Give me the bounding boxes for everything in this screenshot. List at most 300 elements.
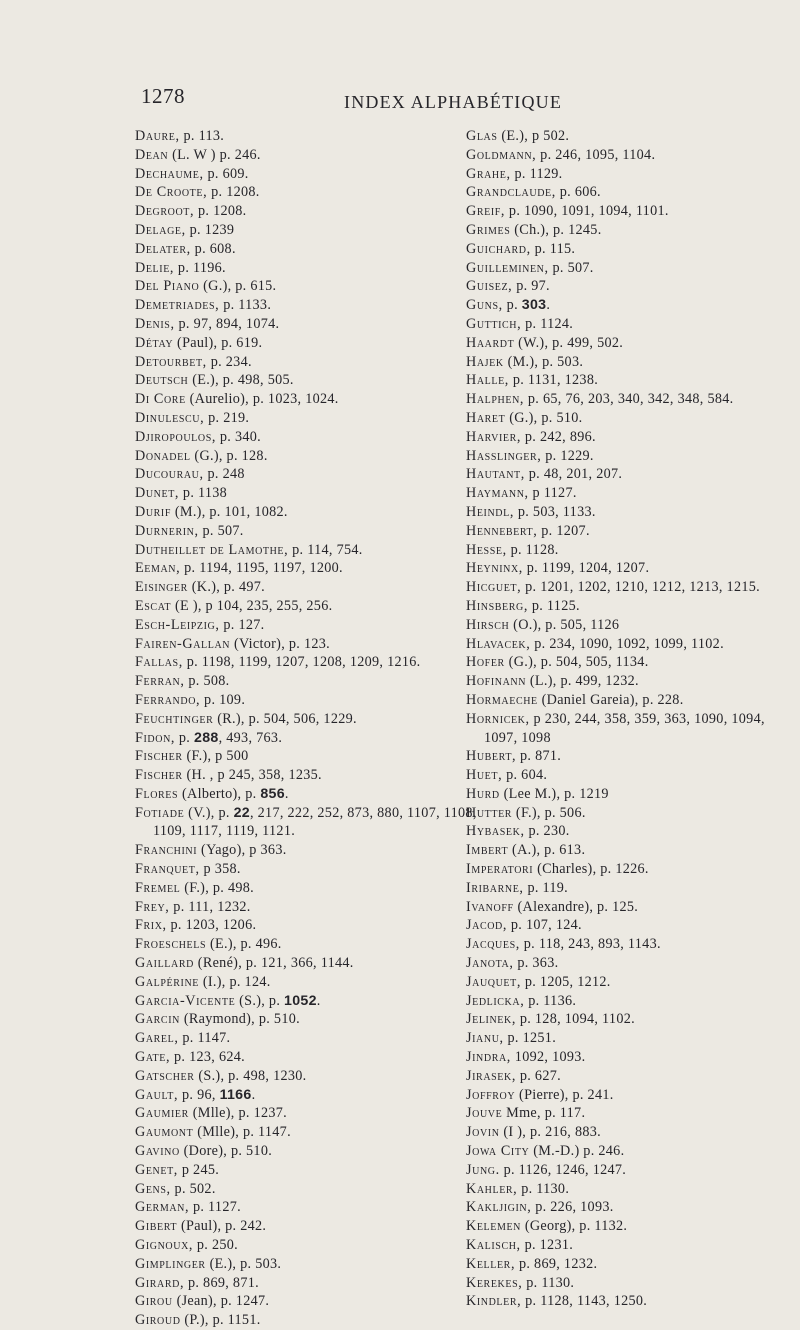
page-refs: p. 1138 — [182, 485, 228, 502]
entry-references — [508, 354, 584, 370]
index-entry — [135, 653, 485, 672]
entry-references — [187, 748, 249, 764]
page-refs: p. 1090, 1091, 1094, 1101. — [508, 203, 669, 220]
page-refs: (Victor), p. 123. — [233, 635, 331, 652]
entry-references — [545, 448, 594, 464]
entry-name: Demetriades, — [135, 297, 220, 314]
page-refs: p. 118, 243, 893, 1143. — [523, 936, 661, 953]
page-refs: (Paul), p. 619. — [177, 334, 263, 351]
entry-references — [194, 448, 267, 464]
index-entry — [466, 616, 796, 635]
index-entry — [135, 165, 485, 184]
entry-references — [507, 297, 551, 313]
entry-name: Giroud — [135, 1312, 181, 1329]
index-entry — [466, 653, 796, 672]
index-entry — [466, 916, 796, 935]
entry-references — [211, 354, 252, 370]
page-refs: p. 1205, 1212. — [524, 973, 611, 990]
entry-references — [171, 917, 257, 933]
index-entry — [135, 447, 485, 466]
page-refs: p 358. — [203, 861, 241, 878]
index-entry — [135, 259, 485, 278]
entry-name: Denis, — [135, 315, 175, 332]
page-refs: (I.), p. 124. — [202, 973, 271, 990]
page-refs: p. 109. — [204, 691, 246, 708]
page-refs: Mme, p. 117. — [506, 1105, 586, 1122]
entry-name: Hormaeche — [466, 691, 538, 708]
entry-name: Kakljigin, — [466, 1199, 532, 1216]
entry-references — [208, 410, 249, 426]
index-entry — [135, 766, 485, 785]
entry-name: Hennebert, — [466, 522, 538, 539]
index-entry — [135, 559, 485, 578]
entry-references — [179, 730, 282, 746]
page-refs: (G.), p. 615. — [203, 278, 277, 295]
index-entry — [466, 465, 796, 484]
index-entry — [466, 240, 796, 259]
index-entry — [466, 221, 796, 240]
entry-name: Djiropoulos, — [135, 428, 217, 445]
entry-references — [187, 654, 421, 670]
entry-name: Franchini — [135, 842, 198, 859]
page-refs: (Mlle), p. 1237. — [192, 1105, 287, 1122]
page-refs: (E.), p. 496. — [209, 936, 282, 953]
entry-name: Esch-Leipzig, — [135, 616, 220, 633]
entry-name: Girard, — [135, 1274, 185, 1291]
entry-name: Fotiade — [135, 804, 185, 821]
entry-references — [524, 936, 661, 952]
entry-references — [203, 861, 240, 877]
entry-references — [525, 316, 573, 332]
entry-references — [182, 1162, 219, 1178]
index-entry — [466, 390, 796, 409]
entry-name: Grandclaude, — [466, 184, 556, 201]
page-refs: (G.), p. 128. — [194, 447, 268, 464]
page-refs: p. 1147. — [182, 1030, 231, 1047]
entry-references — [198, 203, 247, 219]
page-refs: (Alberto), p. — [182, 785, 261, 802]
entry-references — [201, 842, 287, 858]
entry-name: Froeschels — [135, 936, 207, 953]
index-entry — [135, 296, 485, 315]
page-refs: p. 96, — [182, 1086, 220, 1103]
index-entry — [466, 879, 796, 898]
entry-references — [188, 1275, 259, 1291]
entry-references — [513, 372, 598, 388]
entry-references — [178, 260, 226, 276]
index-entry — [135, 635, 485, 654]
index-entry — [135, 616, 485, 635]
bold-page-ref: 1166 — [219, 1086, 252, 1103]
entry-references — [528, 391, 734, 407]
index-entry — [135, 1274, 485, 1293]
entry-name: Durif — [135, 503, 172, 520]
index-entry — [135, 390, 485, 409]
entry-references — [518, 335, 623, 351]
page-refs: p. 48, 201, 207. — [528, 466, 623, 483]
index-entry — [466, 1217, 796, 1236]
index-entry — [466, 785, 796, 804]
entry-name: Détay — [135, 334, 174, 351]
entry-name: Deutsch — [135, 372, 189, 389]
index-entry — [466, 1123, 796, 1142]
page-refs: p. 1125. — [531, 597, 580, 614]
entry-references — [217, 711, 357, 727]
entry-name: Frix, — [135, 917, 167, 934]
index-entry — [135, 747, 485, 766]
entry-references — [534, 636, 724, 652]
entry-references — [533, 1143, 624, 1159]
entry-name: Galpérine — [135, 973, 199, 990]
index-entry — [135, 315, 485, 334]
page-refs: (V.), p. — [188, 804, 234, 821]
entry-name: Imperatori — [466, 861, 534, 878]
entry-name: Hirsch — [466, 616, 510, 633]
page-refs: (Raymond), p. 510. — [183, 1011, 300, 1028]
index-entry — [135, 1029, 485, 1048]
index-entry — [135, 804, 485, 842]
entry-name: Fischer — [135, 767, 183, 784]
index-entry — [135, 484, 485, 503]
entry-references — [183, 128, 224, 144]
page-refs: . — [546, 297, 551, 314]
entry-references — [292, 542, 362, 558]
entry-name: De Croote, — [135, 184, 208, 201]
index-entry — [135, 353, 485, 372]
index-entry — [135, 146, 485, 165]
index-entry — [466, 822, 796, 841]
entry-name: Dutheillet de Lamothe, — [135, 541, 289, 558]
index-entry — [466, 484, 796, 503]
entry-name: Ducourau, — [135, 466, 204, 483]
entry-references — [175, 598, 332, 614]
entry-references — [204, 692, 245, 708]
entry-name: Jowa City — [466, 1143, 530, 1160]
index-column-right — [466, 127, 796, 1311]
page-refs: p. 113. — [183, 128, 225, 144]
entry-references — [193, 1105, 287, 1121]
page-refs: p. 119. — [527, 879, 569, 896]
entry-name: Jianu, — [466, 1030, 504, 1047]
entry-references — [211, 184, 260, 200]
page-refs: p. 1198, 1199, 1207, 1208, 1209, 1216. — [186, 654, 421, 671]
index-entry — [466, 334, 796, 353]
index-entry — [135, 860, 485, 879]
page-refs: (Paul), p. 242. — [181, 1218, 267, 1235]
page-refs: p. 503, 1133. — [517, 503, 596, 520]
entry-references — [513, 617, 619, 633]
entry-name: Gate, — [135, 1049, 171, 1066]
entry-name: Haardt — [466, 334, 515, 351]
entry-references — [197, 1124, 291, 1140]
entry-name: Joffroy — [466, 1086, 516, 1103]
entry-name: Gibert — [135, 1218, 178, 1235]
entry-name: Guttich, — [466, 315, 522, 332]
page-refs: . — [251, 1086, 256, 1103]
entry-name: Dinulescu, — [135, 409, 205, 426]
entry-references — [525, 1293, 647, 1309]
entry-name: Hesse, — [466, 541, 507, 558]
page-refs: p. 219. — [208, 409, 250, 426]
index-entry — [466, 710, 796, 748]
page-refs: p. 1201, 1202, 1210, 1212, 1213, 1215. — [525, 579, 760, 596]
entry-references — [521, 1181, 569, 1197]
entry-references — [535, 1199, 613, 1215]
page-refs: p 1127. — [532, 485, 577, 502]
entry-references — [506, 767, 547, 783]
page-refs: p. 1128, 1143, 1250. — [525, 1293, 648, 1310]
entry-references — [532, 598, 580, 614]
index-entry — [466, 1161, 796, 1180]
page-refs: , 493, 763. — [218, 729, 283, 746]
entry-name: Fremel — [135, 879, 181, 896]
entry-references — [175, 1181, 216, 1197]
index-entry — [135, 465, 485, 484]
entry-name: Haret — [466, 409, 506, 426]
entry-name: Detourbet, — [135, 353, 207, 370]
entry-name: Kelemen — [466, 1218, 521, 1235]
page-refs: p. 111, 1232. — [173, 898, 251, 915]
entry-references — [184, 880, 254, 896]
entry-name: Dean — [135, 146, 169, 163]
entry-references — [525, 579, 760, 595]
entry-references — [223, 617, 264, 633]
page-refs: p. 508. — [188, 673, 230, 690]
bold-page-ref: 1052 — [284, 992, 317, 1009]
entry-name: Hubert, — [466, 748, 517, 765]
entry-name: Goldmann, — [466, 146, 537, 163]
index-entry — [466, 935, 796, 954]
index-entry — [466, 1236, 796, 1255]
entry-name: Guns, — [466, 297, 503, 314]
page-refs: p. 1251. — [507, 1030, 557, 1047]
running-head: INDEX ALPHABÉTIQUE — [344, 92, 563, 112]
page-refs: p. 242, 896. — [524, 428, 596, 445]
entry-name: Halle, — [466, 372, 509, 389]
entry-name: Dunet, — [135, 485, 180, 502]
entry-references — [208, 466, 245, 482]
entry-references — [177, 1293, 270, 1309]
page-refs: p. 1130. — [526, 1274, 575, 1291]
index-entry — [135, 973, 485, 992]
entry-name: Gaumier — [135, 1105, 189, 1122]
entry-name: Grahe, — [466, 165, 511, 182]
index-entry — [466, 259, 796, 278]
page-refs: (M.), p. 503. — [507, 353, 584, 370]
entry-name: Hinsberg, — [466, 597, 528, 614]
page-refs: p. 246, 1095, 1104. — [540, 146, 656, 163]
page-refs: p 245. — [181, 1161, 220, 1178]
entry-name: Donadel — [135, 447, 191, 464]
entry-name: Jacod, — [466, 917, 508, 934]
entry-name: Guilleminen, — [466, 259, 549, 276]
index-entry — [466, 296, 796, 315]
entry-references — [529, 466, 622, 482]
entry-name: Fairen-Gallan — [135, 635, 231, 652]
page-refs: . — [284, 785, 289, 802]
page-refs: p. 1124. — [525, 315, 574, 332]
page-refs: (F.), p. 498. — [184, 879, 255, 896]
page-refs: (M.-D.) p. 246. — [533, 1143, 625, 1160]
entry-name: Gaumont — [135, 1124, 194, 1141]
index-entry — [135, 1048, 485, 1067]
index-entry — [466, 202, 796, 221]
index-entry — [135, 729, 485, 748]
page-refs: p. 606. — [559, 184, 601, 201]
entry-name: Huet, — [466, 767, 503, 784]
entry-references — [190, 391, 339, 407]
page-refs: p. 1239 — [189, 221, 235, 238]
page-refs: p. 107, 124. — [510, 917, 582, 934]
entry-name: Hofinann — [466, 673, 527, 690]
index-entry — [466, 146, 796, 165]
entry-name: Hutter — [466, 804, 513, 821]
entry-references — [528, 823, 569, 839]
page-refs: p. 340. — [219, 428, 261, 445]
index-entry — [135, 1067, 485, 1086]
entry-references — [541, 523, 590, 539]
entry-references — [178, 316, 279, 332]
page-refs: p. 1127. — [192, 1199, 241, 1216]
entry-name: Flores — [135, 785, 179, 802]
entry-name: Gens, — [135, 1180, 171, 1197]
entry-name: Gault, — [135, 1086, 179, 1103]
entry-references — [512, 842, 585, 858]
entry-name: Glas — [466, 128, 498, 144]
entry-name: Garel, — [135, 1030, 179, 1047]
entry-references — [177, 335, 262, 351]
page-refs: 1092, 1093. — [514, 1049, 586, 1066]
index-entry — [466, 127, 796, 146]
index-column-left — [135, 127, 485, 1330]
page-refs: p. 507. — [552, 259, 594, 276]
page-refs: (Aurelio), p. 1023, 1024. — [189, 391, 339, 408]
index-entry — [135, 1123, 485, 1142]
entry-references — [184, 560, 343, 576]
entry-references — [511, 542, 559, 558]
entry-name: Iribarne, — [466, 879, 524, 896]
page-refs: (L.), p. 499, 1232. — [529, 673, 639, 690]
entry-references — [553, 260, 594, 276]
entry-references — [530, 673, 639, 689]
index-entry — [466, 1142, 796, 1161]
index-entry — [135, 578, 485, 597]
index-entry — [466, 898, 796, 917]
entry-name: Ferrando, — [135, 691, 201, 708]
entry-name: Eisinger — [135, 579, 188, 596]
index-entry — [135, 541, 485, 560]
index-entry — [135, 841, 485, 860]
page-refs: p. 1129. — [514, 165, 563, 182]
entry-name: Genet, — [135, 1161, 178, 1178]
page-refs: p. — [506, 297, 522, 314]
index-entry — [135, 277, 485, 296]
page-refs: (M.), p. 101, 1082. — [174, 503, 288, 520]
entry-references — [190, 222, 235, 238]
page-refs: (S.), p. 498, 1230. — [198, 1067, 307, 1084]
page-refs: p. 627. — [519, 1067, 561, 1084]
index-entry — [466, 409, 796, 428]
index-entry — [466, 804, 796, 823]
page-refs: (Georg), p. 1132. — [524, 1218, 628, 1235]
page-refs: p. 869, 871. — [187, 1274, 259, 1291]
page-refs: (H. , p 245, 358, 1235. — [186, 767, 322, 784]
entry-name: Escat — [135, 597, 172, 614]
page-refs: p 230, 244, 358, 359, 363, 1090, 1094, 1097, 1098 — [484, 710, 765, 746]
page-refs: p. 248 — [207, 466, 245, 483]
index-entry — [466, 503, 796, 522]
page-refs: (O.), p. 505, 1126 — [513, 616, 620, 633]
entry-name: Hofer — [466, 654, 505, 671]
index-entry — [466, 428, 796, 447]
entry-name: Delie, — [135, 259, 175, 276]
entry-name: Gavino — [135, 1143, 180, 1160]
entry-references — [528, 993, 576, 1009]
entry-name: Heindl, — [466, 503, 514, 520]
entry-name: Grimes — [466, 221, 511, 238]
entry-references — [514, 166, 562, 182]
entry-name: Keller, — [466, 1255, 516, 1272]
index-entry — [466, 691, 796, 710]
entry-name: Halphen, — [466, 391, 525, 408]
entry-name: Kalisch, — [466, 1237, 521, 1254]
index-entry — [135, 1311, 485, 1330]
page-refs: (Pierre), p. 241. — [519, 1086, 614, 1103]
page-refs: p. 123, 624. — [173, 1049, 245, 1066]
entry-references — [198, 955, 354, 971]
page-refs: p. 115. — [534, 240, 576, 257]
index-entry — [135, 503, 485, 522]
page-refs: p. 869, 1232. — [518, 1255, 598, 1272]
entry-name: Guisez, — [466, 278, 513, 295]
entry-name: Jacques, — [466, 936, 520, 953]
index-entry — [135, 898, 485, 917]
entry-name: Jovin — [466, 1124, 500, 1141]
entry-name: Guichard, — [466, 240, 531, 257]
entry-name: Hasslinger, — [466, 447, 542, 464]
entry-name: Garcia-Vicente — [135, 992, 236, 1009]
page-refs: p. 114, 754. — [292, 541, 363, 558]
entry-name: Ivanoff — [466, 898, 514, 915]
entry-references — [517, 955, 558, 971]
entry-name: Haymann, — [466, 485, 529, 502]
entry-references — [203, 523, 244, 539]
entry-references — [184, 1011, 300, 1027]
page-refs: (E.), p. 498, 505. — [192, 372, 294, 389]
index-entry — [135, 221, 485, 240]
index-entry — [135, 409, 485, 428]
page-refs: (E.), p 502. — [501, 128, 570, 144]
page-refs: p. — [178, 729, 194, 746]
page-refs: (Alexandre), p. 125. — [517, 898, 639, 915]
entry-name: Hautant, — [466, 466, 525, 483]
entry-references — [153, 805, 477, 840]
page-refs: (Daniel Gareia), p. 228. — [541, 691, 684, 708]
entry-name: Dechaume, — [135, 165, 204, 182]
entry-references — [519, 1256, 597, 1272]
index-entry — [135, 710, 485, 729]
entry-references — [184, 1143, 272, 1159]
page-refs: (Charles), p. 1226. — [537, 861, 649, 878]
bold-page-ref: 856 — [260, 785, 285, 802]
index-entry — [135, 935, 485, 954]
entry-references — [173, 899, 250, 915]
index-entry — [135, 1217, 485, 1236]
entry-references — [183, 485, 227, 501]
index-entry — [466, 1180, 796, 1199]
index-entry — [466, 559, 796, 578]
bold-page-ref: 303 — [521, 297, 547, 314]
